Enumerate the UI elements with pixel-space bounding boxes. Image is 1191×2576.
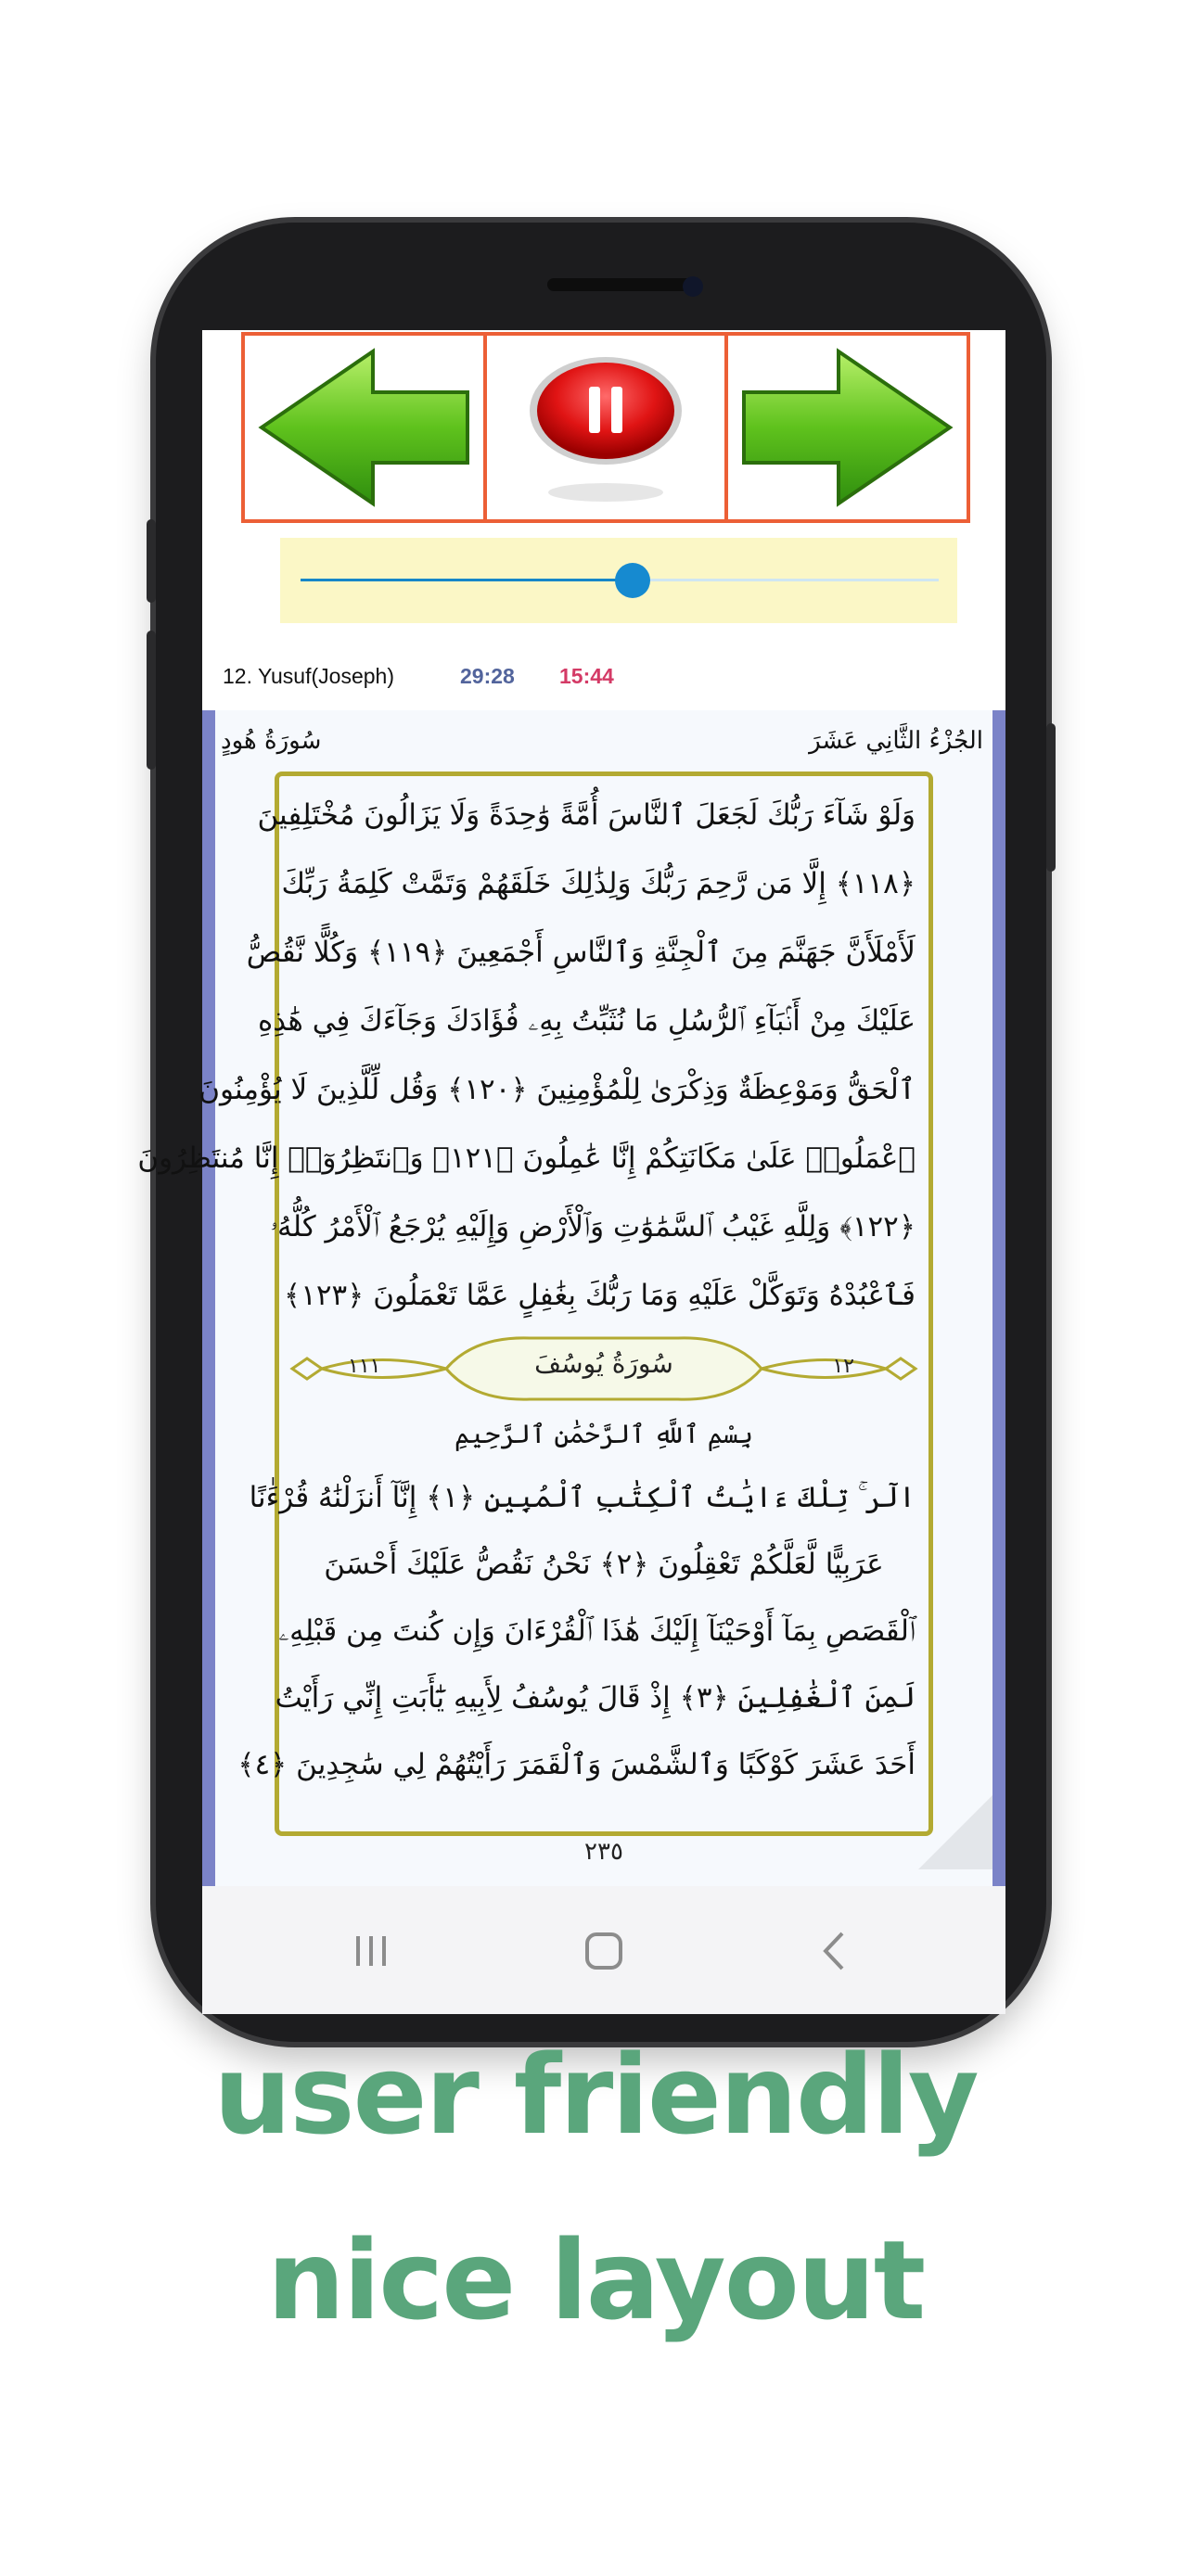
sura-title-text: سُورَةُ يُوسُفَ <box>534 1348 673 1379</box>
system-navigation-bar <box>202 1886 1005 2014</box>
seek-track[interactable] <box>301 579 939 581</box>
verse-line: ٱلْحَقُّ وَمَوْعِظَةٌ وَذِكْرَىٰ لِلْمُؤْمِنِينَ ﴿١٢٠﴾ وَقُل لِّلَّذِينَ لَا يُؤْمِنُونَ <box>198 1073 916 1106</box>
page-number: ٢٣٥ <box>584 1838 623 1866</box>
seek-progress <box>301 579 633 581</box>
verse-line: عَرَبِيًّا لَّعَلَّكُمْ تَعْقِلُونَ ﴿٢﴾ نَحْنُ نَقُصُّ عَلَيْكَ أَحْسَنَ <box>324 1548 884 1581</box>
seek-thumb[interactable] <box>615 563 650 598</box>
phone-volume-button <box>147 631 156 770</box>
home-icon <box>583 1930 625 1972</box>
verse-line: ٱعْمَلُوا۟ عَلَىٰ مَكَانَتِكُمْ إِنَّا عَٰمِلُونَ ﴿١٢١﴾ وَٱنتَظِرُوٓا۟ إِنَّا مُنتَظِرُونَ <box>137 1141 916 1175</box>
recents-icon <box>351 1932 391 1970</box>
pause-button[interactable] <box>487 336 729 519</box>
basmala: بِسْمِ ٱللَّهِ ٱلرَّحْمَٰنِ ٱلرَّحِيمِ <box>454 1419 753 1449</box>
page-frame <box>137 772 933 1836</box>
page-edge-right <box>992 710 1005 1886</box>
seek-bar[interactable] <box>280 538 957 623</box>
red-pause-icon <box>522 344 689 511</box>
recents-button[interactable] <box>343 1925 399 1977</box>
phone-frame <box>137 223 1046 2042</box>
verse-line: لَأَمْلَأَنَّ جَهَنَّمَ مِنَ ٱلْجِنَّةِ وَٱلنَّاسِ أَجْمَعِينَ ﴿١١٩﴾ وَكُلًّا نَّقُصُّ <box>246 936 916 969</box>
tagline-line-2: nice layout <box>266 2216 925 2344</box>
green-arrow-right-icon <box>736 344 959 511</box>
phone-side-button <box>147 519 156 603</box>
quran-page <box>137 710 1005 1886</box>
home-button[interactable] <box>576 1925 632 1977</box>
app-screen <box>137 330 1005 2014</box>
elapsed-time: 29:28 <box>460 664 515 688</box>
playback-controls <box>241 332 970 523</box>
verse-line: فَٱعْبُدْهُ وَتَوَكَّلْ عَلَيْهِ وَمَا رَبُّكَ بِغَٰفِلٍ عَمَّا تَعْمَلُونَ ﴿١٢٣﴾ <box>284 1279 916 1312</box>
page-edge-left <box>202 710 215 1886</box>
verse-line: ﴿١١٨﴾ إِلَّا مَن رَّحِمَ رَبُّكَ وَلِذَٰلِكَ خَلَقَهُمْ وَتَمَّتْ كَلِمَةُ رَبِّكَ <box>281 867 916 900</box>
phone-camera <box>683 276 703 297</box>
verse-line: عَلَيْكَ مِنْ أَنۢبَآءِ ٱلرُّسُلِ مَا نُثَبِّتُ بِهِۦ فُؤَادَكَ وَجَآءَكَ فِي هَٰذِهِ <box>257 1004 916 1038</box>
previous-button[interactable] <box>245 336 487 519</box>
phone-power-button <box>1046 723 1056 872</box>
verse-line: ﴿١٢٢﴾ وَلِلَّهِ غَيْبُ ٱلسَّمَٰوَٰتِ وَٱلْأَرْضِ وَإِلَيْهِ يُرْجَعُ ٱلْأَمْرُ كُلُّهُۥ <box>270 1210 916 1243</box>
next-button[interactable] <box>728 336 967 519</box>
sura-title-banner <box>288 1333 919 1405</box>
back-button[interactable] <box>807 1925 863 1977</box>
page-header-juz: الجُزْءُ الثَّانِي عَشَرَ <box>809 727 983 755</box>
green-arrow-left-icon <box>252 344 475 511</box>
sura-left-number: ١١١ <box>348 1355 381 1378</box>
phone-speaker <box>547 278 696 291</box>
sura-right-number: ١٢ <box>832 1355 854 1378</box>
verse-line: وَلَوْ شَآءَ رَبُّكَ لَجَعَلَ ٱلنَّاسَ أُمَّةً وَٰحِدَةً وَلَا يَزَالُونَ مُخْتَلِفِينَ <box>257 798 916 832</box>
verse-line: لَمِنَ ٱلْغَٰفِلِينَ ﴿٣﴾ إِذْ قَالَ يُوسُفُ لِأَبِيهِ يَٰٓأَبَتِ إِنِّي رَأَيْتُ <box>275 1681 916 1715</box>
verse-line: ٱلْقَصَصِ بِمَآ أَوْحَيْنَآ إِلَيْكَ هَٰذَا ٱلْقُرْءَانَ وَإِن كُنتَ مِن قَبْلِهِۦ <box>278 1614 916 1648</box>
back-icon <box>816 1930 853 1972</box>
sura-name: 12. Yusuf(Joseph) <box>223 664 394 688</box>
total-time: 15:44 <box>559 664 614 688</box>
verse-line: أَحَدَ عَشَرَ كَوْكَبًا وَٱلشَّمْسَ وَٱلْقَمَرَ رَأَيْتُهُمْ لِي سَٰجِدِينَ ﴿٤﴾ <box>237 1748 916 1781</box>
tagline-line-1: user friendly <box>213 2031 978 2159</box>
page-header-sura: سُورَةُ هُودٍ <box>221 727 322 755</box>
verse-line: الٓر ۚ تِلْكَ ءَايَٰتُ ٱلْكِتَٰبِ ٱلْمُبِينِ ﴿١﴾ إِنَّآ أَنزَلْنَٰهُ قُرْءَٰنًا <box>249 1481 916 1514</box>
